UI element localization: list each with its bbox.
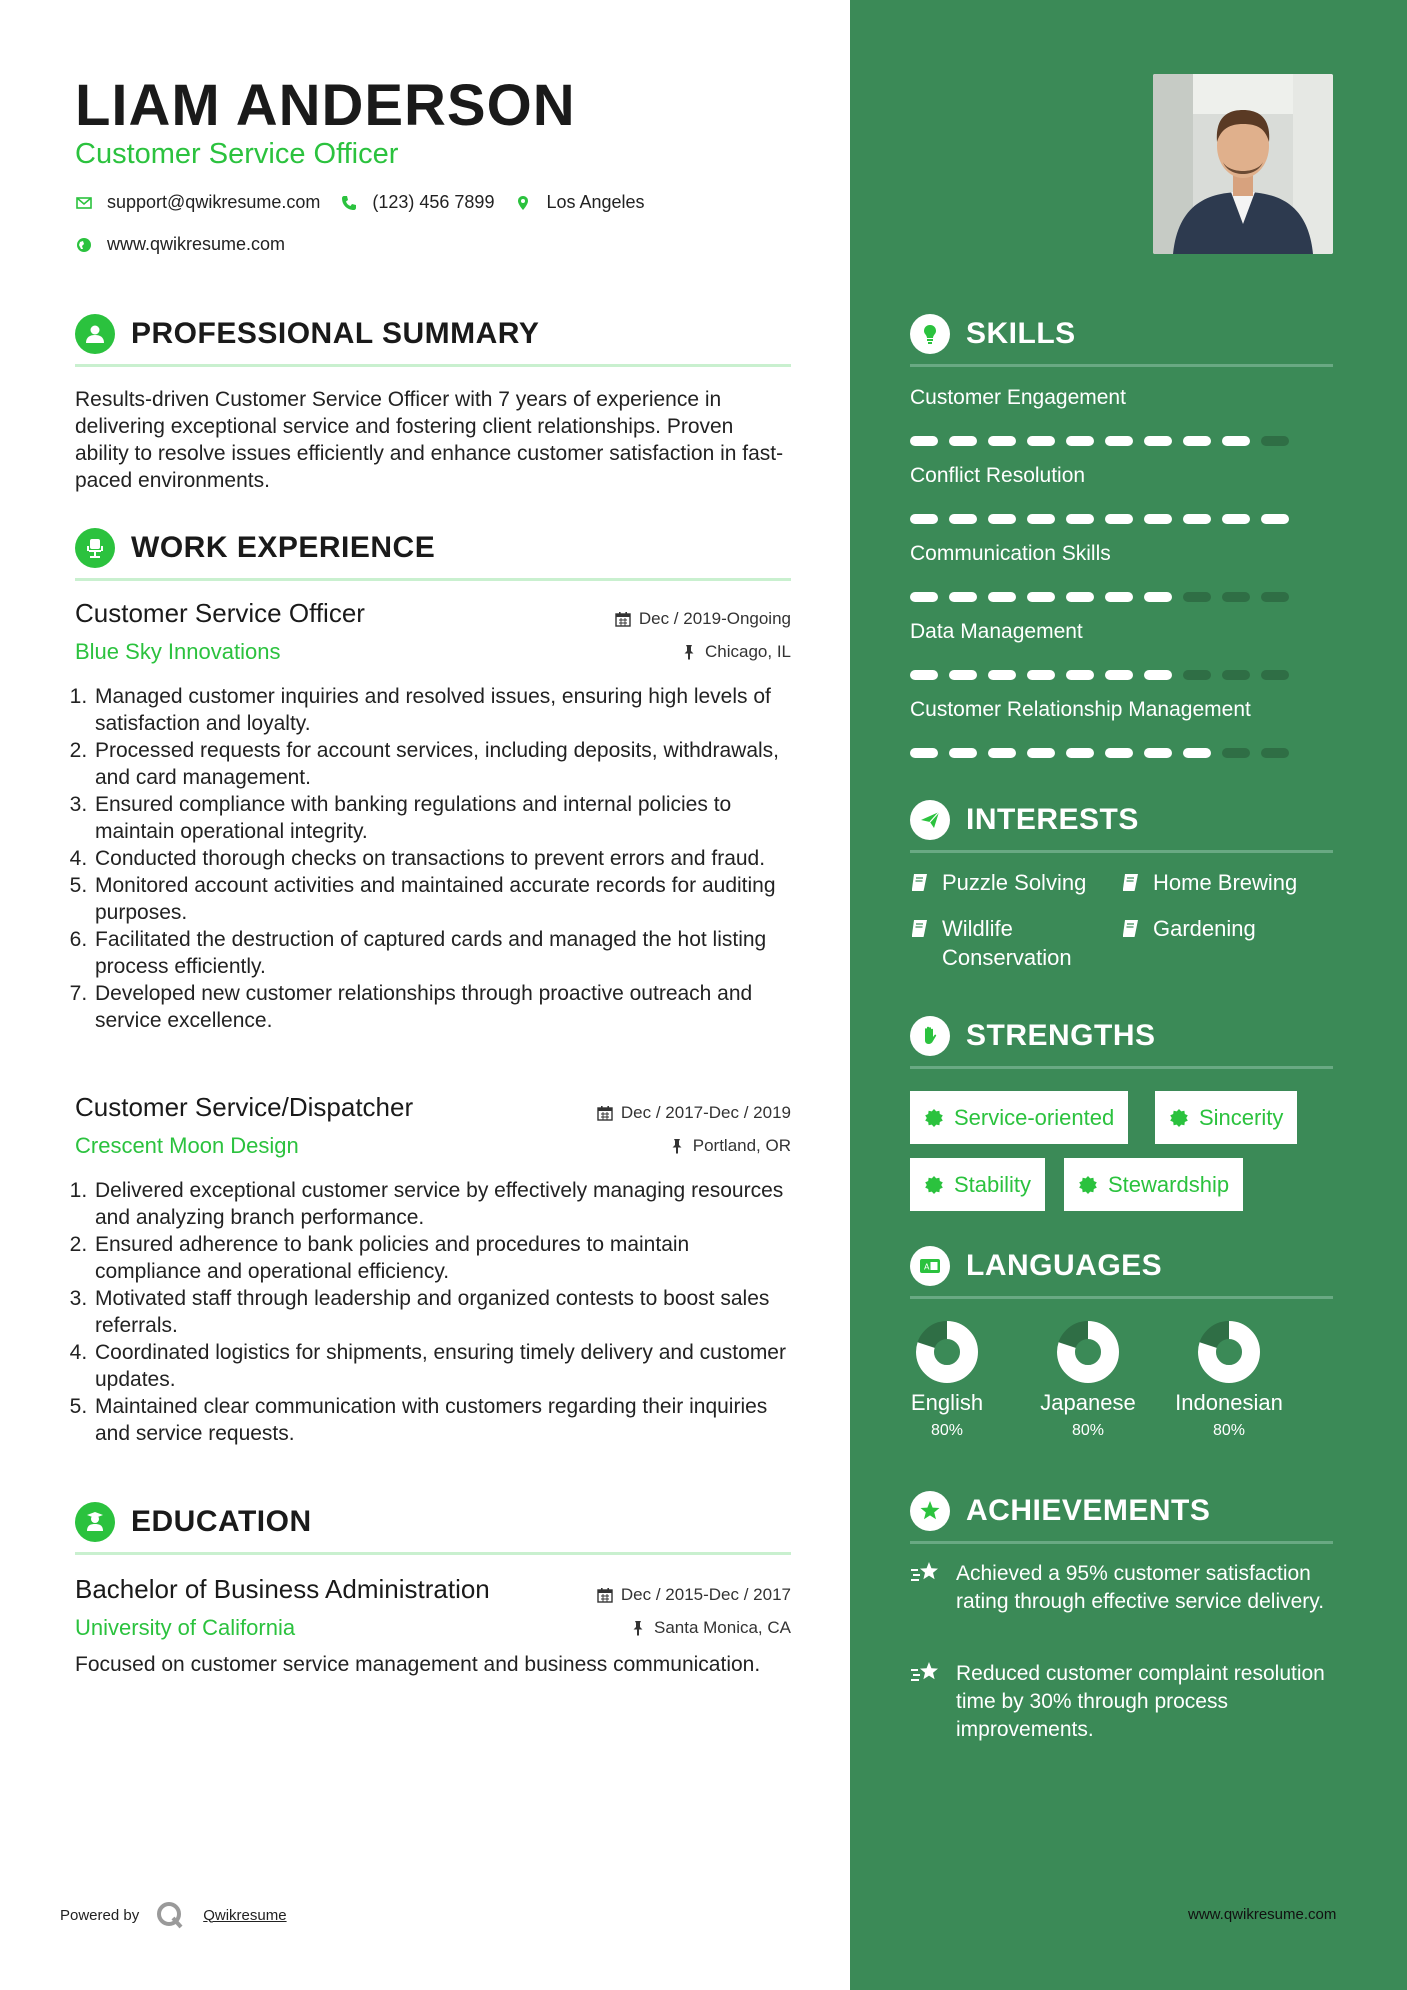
skill-dash-filled [1222,436,1250,446]
job-location-text: Chicago, IL [705,642,791,661]
book-icon [910,872,930,892]
education-description: Focused on customer service management and business communication. [75,1653,761,1676]
contact-email[interactable] [75,192,320,213]
job-duties [75,1177,791,1447]
skill-dash-filled [1066,592,1094,602]
website-text: www.qwikresume.com [107,234,286,254]
translate-icon [910,1246,950,1286]
envelope-icon [75,194,93,212]
skill-item [910,386,1333,446]
strengths-heading [910,1016,1333,1069]
skill-item [910,464,1333,524]
skill-name: Customer Relationship Management [910,698,1251,721]
svg-text:A: A [924,1262,930,1272]
contact-website[interactable] [75,234,285,255]
skill-dash-filled [910,670,938,680]
qwikresume-link[interactable]: Qwikresume [203,1906,287,1924]
language-name: Indonesian [1175,1390,1283,1415]
badge-icon [924,1175,944,1195]
job-location-text: Portland, OR [692,1136,791,1155]
skill-dash-empty [1261,748,1289,758]
strength-chip [910,1158,1045,1211]
phone-icon [340,194,358,212]
education-dates-text: Dec / 2015-Dec / 2017 [620,1585,791,1604]
contact-location [514,192,644,213]
experience-heading [75,528,791,581]
skill-dash-filled [949,514,977,524]
skill-dash-empty [1183,592,1211,602]
strength-label: Service-oriented [954,1104,1115,1130]
school-name: University of California [75,1615,296,1640]
job-dates [597,1103,791,1123]
list-item: 7. Developed new customer relationships through proactive outreach and service excellence. [93,980,791,1034]
skill-dash-filled [1066,748,1094,758]
list-item: 2. Ensured adherence to bank policies and procedures to maintain compliance and operational efficiency. [93,1231,791,1285]
badge-icon [1169,1108,1189,1128]
list-item: 1. Managed customer inquiries and resolved issues, ensuring high levels of satisfaction and loyalty. [93,683,791,737]
job-entry [75,598,791,1034]
badge-icon [1078,1175,1098,1195]
interest-item [910,914,1080,972]
contact-phone[interactable] [340,192,494,213]
skill-dash-filled [988,592,1016,602]
job-dates-text: Dec / 2017-Dec / 2019 [620,1103,791,1122]
job-location [669,1136,791,1156]
achievement-item [910,1560,1333,1616]
skill-dash-filled [1027,748,1055,758]
pushpin-icon [681,644,697,660]
achievements-heading [910,1491,1333,1544]
skill-dash-filled [988,670,1016,680]
shooting-star-icon [910,1560,942,1588]
profile-photo [1153,74,1333,254]
language-name: Japanese [1040,1390,1136,1415]
website-row [75,234,305,255]
language-item [1028,1320,1148,1440]
job-company: Crescent Moon Design [75,1133,299,1158]
job-title: Customer Service Officer [75,598,365,628]
language-donut [915,1320,979,1384]
skill-dash-filled [1261,514,1289,524]
skill-dash-filled [1144,514,1172,524]
job-company: Blue Sky Innovations [75,639,281,664]
list-item: 6. Facilitated the destruction of captured cards and managed the hot listing process efficiently. [93,926,791,980]
skill-item [910,542,1333,602]
calendar-icon [615,611,631,627]
skill-dash-filled [910,592,938,602]
skill-name: Communication Skills [910,542,1111,565]
list-item: 3. Motivated staff through leadership and organized contests to boost sales referrals. [93,1285,791,1339]
powered-by-label: Powered by [60,1906,140,1924]
skill-dash-filled [1066,670,1094,680]
calendar-icon [597,1105,613,1121]
languages-heading [910,1246,1333,1299]
experience-heading-label: WORK EXPERIENCE [131,531,436,564]
interest-label: Home Brewing [1153,870,1298,895]
skill-dash-filled [1027,670,1055,680]
book-icon [910,918,930,938]
interests-heading [910,800,1333,853]
summary-text: Results-driven Customer Service Officer with 7 years of experience in delivering exceptional service and fostering client relationships. Proven ability to resolve issues efficiently and enhance customer satisfaction in fast-paced environments. [75,388,784,492]
star-badge-icon [910,1491,950,1531]
skill-dash-filled [949,592,977,602]
achievements-heading-label: ACHIEVEMENTS [966,1494,1211,1527]
education-entry [75,1574,791,1678]
skills-heading-label: SKILLS [966,317,1076,350]
job-dates [615,609,791,629]
interest-item [1121,914,1256,943]
job-title: Customer Service/Dispatcher [75,1092,414,1122]
skill-dash-empty [1222,592,1250,602]
skill-rating [910,670,1333,680]
lightbulb-icon [910,314,950,354]
job-dates-text: Dec / 2019-Ongoing [638,609,791,628]
skill-dash-filled [949,670,977,680]
interest-item [1121,868,1297,897]
skill-dash-empty [1222,670,1250,680]
skill-rating [910,748,1333,758]
skill-dash-filled [910,436,938,446]
language-percent: 80% [1212,1422,1246,1439]
education-heading [75,1502,791,1555]
email-text: support@qwikresume.com [107,192,321,212]
qwikresume-logo-icon [155,1900,185,1930]
interest-item [910,868,1086,897]
skill-dash-filled [1144,436,1172,446]
skill-dash-filled [1144,592,1172,602]
strength-label: Sincerity [1199,1104,1284,1130]
language-donut [1197,1320,1261,1384]
skill-rating [910,514,1333,524]
skill-dash-filled [1105,592,1133,602]
skill-name: Data Management [910,620,1083,643]
education-location [630,1618,791,1638]
skill-dash-filled [988,748,1016,758]
strengths-heading-label: STRENGTHS [966,1019,1156,1052]
language-percent: 80% [1071,1422,1105,1439]
location-text: Los Angeles [546,192,645,212]
list-item: 5. Monitored account activities and maintained accurate records for auditing purposes. [93,872,791,926]
list-item: 1. Delivered exceptional customer service by effectively managing resources and analyzing branch performance. [93,1177,791,1231]
skill-dash-empty [1261,670,1289,680]
skill-dash-filled [1222,514,1250,524]
achievement-text: Achieved a 95% customer satisfaction rating through effective service delivery. [956,1562,1325,1613]
skill-dash-filled [1066,514,1094,524]
language-item [1169,1320,1289,1440]
language-name: English [910,1390,984,1415]
skill-dash-filled [1105,436,1133,446]
strength-label: Stewardship [1108,1171,1230,1197]
badge-icon [924,1108,944,1128]
skills-heading [910,314,1333,367]
calendar-icon [597,1587,613,1603]
candidate-name: LIAM ANDERSON [75,73,576,138]
paper-plane-icon [910,800,950,840]
skill-dash-empty [1222,748,1250,758]
degree-title: Bachelor of Business Administration [75,1574,490,1604]
job-duties [75,683,791,1034]
skill-dash-filled [1183,436,1211,446]
summary-heading-label: PROFESSIONAL SUMMARY [131,317,540,350]
skill-rating [910,592,1333,602]
job-location [681,642,791,662]
skill-dash-filled [1105,514,1133,524]
skill-name: Conflict Resolution [910,464,1086,487]
footer-url[interactable]: www.qwikresume.com [1188,1906,1337,1923]
skill-dash-filled [1144,748,1172,758]
interest-label: Puzzle Solving [942,870,1087,895]
skill-dash-empty [1183,670,1211,680]
language-donut [1056,1320,1120,1384]
interests-heading-label: INTERESTS [966,803,1139,836]
skill-dash-filled [910,748,938,758]
job-entry [75,1092,791,1447]
skill-dash-filled [1027,592,1055,602]
list-item: 3. Ensured compliance with banking regulations and internal policies to maintain operational integrity. [93,791,791,845]
skill-dash-filled [1027,436,1055,446]
skill-item [910,698,1333,758]
education-location-text: Santa Monica, CA [653,1618,791,1637]
skill-dash-filled [1144,670,1172,680]
globe-icon [75,236,93,254]
interest-label: Gardening [1153,916,1256,941]
pushpin-icon [630,1620,646,1636]
list-item: 5. Maintained clear communication with customers regarding their inquiries and service requests. [93,1393,791,1447]
skill-item [910,620,1333,680]
skill-dash-filled [910,514,938,524]
strength-label: Stability [954,1171,1032,1197]
powered-by-footer [60,1900,287,1930]
list-item: 4. Conducted thorough checks on transactions to prevent errors and fraud. [93,845,791,872]
skill-dash-filled [1183,748,1211,758]
graduate-icon [75,1502,115,1542]
contact-row [75,192,665,213]
skill-name: Customer Engagement [910,386,1126,409]
skill-dash-filled [1105,670,1133,680]
candidate-title: Customer Service Officer [75,138,399,170]
achievement-text: Reduced customer complaint resolution time by 30% through process improvements. [956,1662,1325,1741]
book-icon [1121,918,1141,938]
strength-chip [1155,1091,1297,1144]
education-dates [597,1585,791,1605]
skill-dash-filled [1183,514,1211,524]
language-percent: 80% [930,1422,964,1439]
strength-chip [910,1091,1128,1144]
map-pin-icon [514,194,532,212]
skill-dash-filled [949,748,977,758]
list-item: 2. Processed requests for account services, including deposits, withdrawals, and card management. [93,737,791,791]
hand-icon [910,1016,950,1056]
phone-text: (123) 456 7899 [372,192,495,212]
skill-dash-empty [1261,436,1289,446]
education-heading-label: EDUCATION [131,1505,312,1538]
pushpin-icon [669,1138,685,1154]
skill-dash-filled [1066,436,1094,446]
languages-heading-label: LANGUAGES [966,1249,1163,1282]
skill-dash-filled [1105,748,1133,758]
summary-heading [75,314,791,367]
language-item [887,1320,1007,1440]
skill-dash-empty [1261,592,1289,602]
strength-chip [1064,1158,1243,1211]
skill-dash-filled [949,436,977,446]
user-icon [75,314,115,354]
skill-dash-filled [988,514,1016,524]
list-item: 4. Coordinated logistics for shipments, ensuring timely delivery and customer updates. [93,1339,791,1393]
book-icon [1121,872,1141,892]
achievement-item [910,1660,1333,1744]
skill-rating [910,436,1333,446]
skill-dash-filled [988,436,1016,446]
office-chair-icon [75,528,115,568]
shooting-star-icon [910,1660,942,1688]
interest-label: Wildlife Conservation [942,916,1072,970]
skill-dash-filled [1027,514,1055,524]
